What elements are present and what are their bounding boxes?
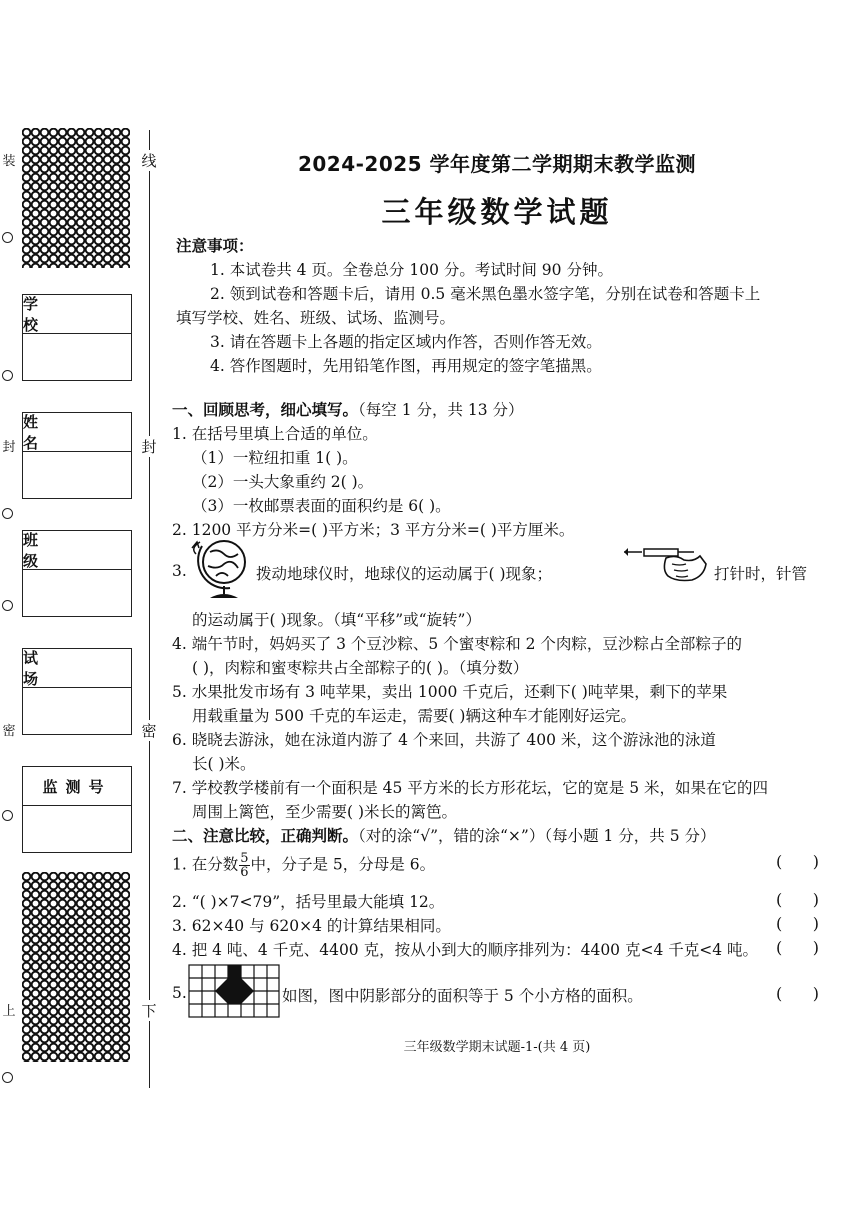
section2-heading-row: [172, 824, 716, 846]
question-line: 1. 在括号里填上合适的单位。: [172, 425, 378, 443]
judge-question: 2. “( )×7<79”，括号里最大能填 12。: [172, 893, 445, 911]
binding-label: 密: [141, 722, 157, 740]
judge-question: 1. 在分数 $\frac{5}{6}$ 中，分子是 5，分母是 6。: [172, 851, 436, 880]
binding-label: 封: [141, 438, 157, 456]
section2-heading: 二、注意比较，正确判断。: [172, 827, 359, 845]
box-label: 姓 名: [23, 413, 131, 452]
answer-paren[interactable]: ( ): [776, 984, 819, 1003]
dot-pattern-top: [22, 128, 130, 268]
binding-circle-icon: [2, 810, 13, 821]
fraction: $\frac{5}{6}$: [240, 851, 249, 880]
question-line: 5. 水果批发市场有 3 吨苹果，卖出 1000 千克后，还剩下( )吨苹果，剩下的苹果: [172, 683, 728, 701]
section1-score: （每空 1 分，共 13 分）: [358, 401, 524, 419]
answer-paren[interactable]: ( ): [776, 890, 819, 909]
side-char: 密: [2, 724, 16, 739]
question-line: 的运动属于( )现象。（填“平移”或“旋转”）: [192, 611, 481, 629]
notice-item: 3. 请在答题卡上各题的指定区域内作答，否则作答无效。: [210, 333, 602, 351]
box-label: 试 场: [23, 649, 131, 688]
question-line: 拨动地球仪时，地球仪的运动属于( )现象；: [256, 565, 553, 583]
section1-heading-row: [172, 398, 524, 420]
question-line: ( )，肉粽和蜜枣粽共占全部粽子的( )。（填分数）: [192, 659, 529, 677]
page-footer: 三年级数学期末试题-1-(共 4 页): [403, 1040, 591, 1055]
name-box: [22, 412, 132, 499]
binding-circle-icon: [2, 508, 13, 519]
syringe-hand-icon: [622, 540, 712, 586]
question-line: （1）一粒纽扣重 1( )。: [192, 449, 358, 467]
binding-label: 下: [141, 1002, 157, 1020]
question-number: 5.: [172, 984, 187, 1002]
question-number: 3.: [172, 562, 187, 580]
exam-header: 2024-2025 学年度第二学期期末教学监测: [297, 152, 697, 176]
binding-circle-icon: [2, 1072, 13, 1083]
question-line: 6. 晓晓去游泳，她在泳道内游了 4 个来回，共游了 400 米，这个游泳池的泳道: [172, 731, 716, 749]
exam-title: 三年级数学试题: [381, 195, 613, 229]
question-line: 7. 学校教学楼前有一个面积是 45 平方米的长方形花坛，它的宽是 5 米，如果在它的四: [172, 779, 769, 797]
class-field[interactable]: [23, 570, 131, 616]
side-char: 装: [2, 154, 16, 169]
notice-heading: 注意事项：: [176, 237, 254, 255]
question-line: 周围上篱笆，至少需要( )米长的篱笆。: [192, 803, 458, 821]
section2-score: （对的涂“√”，错的涂“×”）（每小题 1 分，共 5 分）: [358, 827, 716, 845]
name-field[interactable]: [23, 452, 131, 498]
school-field[interactable]: [23, 334, 131, 380]
class-box: [22, 530, 132, 617]
question-line: 用载重量为 500 千克的车运走，需要( )辆这种车才能刚好运完。: [192, 707, 636, 725]
side-char: 封: [2, 440, 16, 455]
notice-item: 2. 领到试卷和答题卡后，请用 0.5 毫米黑色墨水签字笔，分别在试卷和答题卡上: [210, 285, 761, 303]
answer-paren[interactable]: ( ): [776, 852, 819, 871]
section1-heading: 一、回顾思考，细心填写。: [172, 401, 359, 419]
binding-line: [149, 130, 150, 1088]
notice-item: 4. 答作图题时，先用铅笔作图，再用规定的签字笔描黑。: [210, 357, 602, 375]
answer-paren[interactable]: ( ): [776, 938, 819, 957]
question-line: 2. 1200 平方分米=( )平方米；3 平方分米=( )平方厘米。: [172, 521, 575, 539]
monitor-id-field[interactable]: [23, 806, 131, 852]
grid-figure: [188, 964, 280, 1018]
exam-room-box: [22, 648, 132, 735]
box-label: 监测号: [23, 767, 131, 806]
binding-circle-icon: [2, 370, 13, 381]
globe-icon: [190, 536, 252, 602]
question-line: 长( )米。: [192, 755, 256, 773]
binding-circle-icon: [2, 232, 13, 243]
monitor-id-box: [22, 766, 132, 853]
answer-paren[interactable]: ( ): [776, 914, 819, 933]
judge-question: 如图，图中阴影部分的面积等于 5 个小方格的面积。: [282, 987, 643, 1005]
binding-label: 线: [141, 152, 157, 170]
judge-question: 3. 62×40 与 620×4 的计算结果相同。: [172, 917, 451, 935]
box-label: 班 级: [23, 531, 131, 570]
side-char: 上: [2, 1004, 16, 1019]
box-label: 学 校: [23, 295, 131, 334]
question-line: 打针时，针管: [714, 565, 808, 583]
notice-item: 填写学校、姓名、班级、试场、监测号。: [176, 309, 456, 327]
notice-item: 1. 本试卷共 4 页。全卷总分 100 分。考试时间 90 分钟。: [210, 261, 613, 279]
binding-circle-icon: [2, 600, 13, 611]
exam-room-field[interactable]: [23, 688, 131, 734]
question-line: （3）一枚邮票表面的面积约是 6( )。: [192, 497, 451, 515]
question-line: 4. 端午节时，妈妈买了 3 个豆沙粽、5 个蜜枣粽和 2 个肉粽，豆沙粽占全部粽子的: [172, 635, 742, 653]
question-line: （2）一头大象重约 2( )。: [192, 473, 374, 491]
judge-question: 4. 把 4 吨、4 千克、4400 克，按从小到大的顺序排列为：4400 克<4 千克<4 吨。: [172, 941, 759, 959]
school-box: [22, 294, 132, 381]
dot-pattern-bottom: [22, 872, 130, 1062]
